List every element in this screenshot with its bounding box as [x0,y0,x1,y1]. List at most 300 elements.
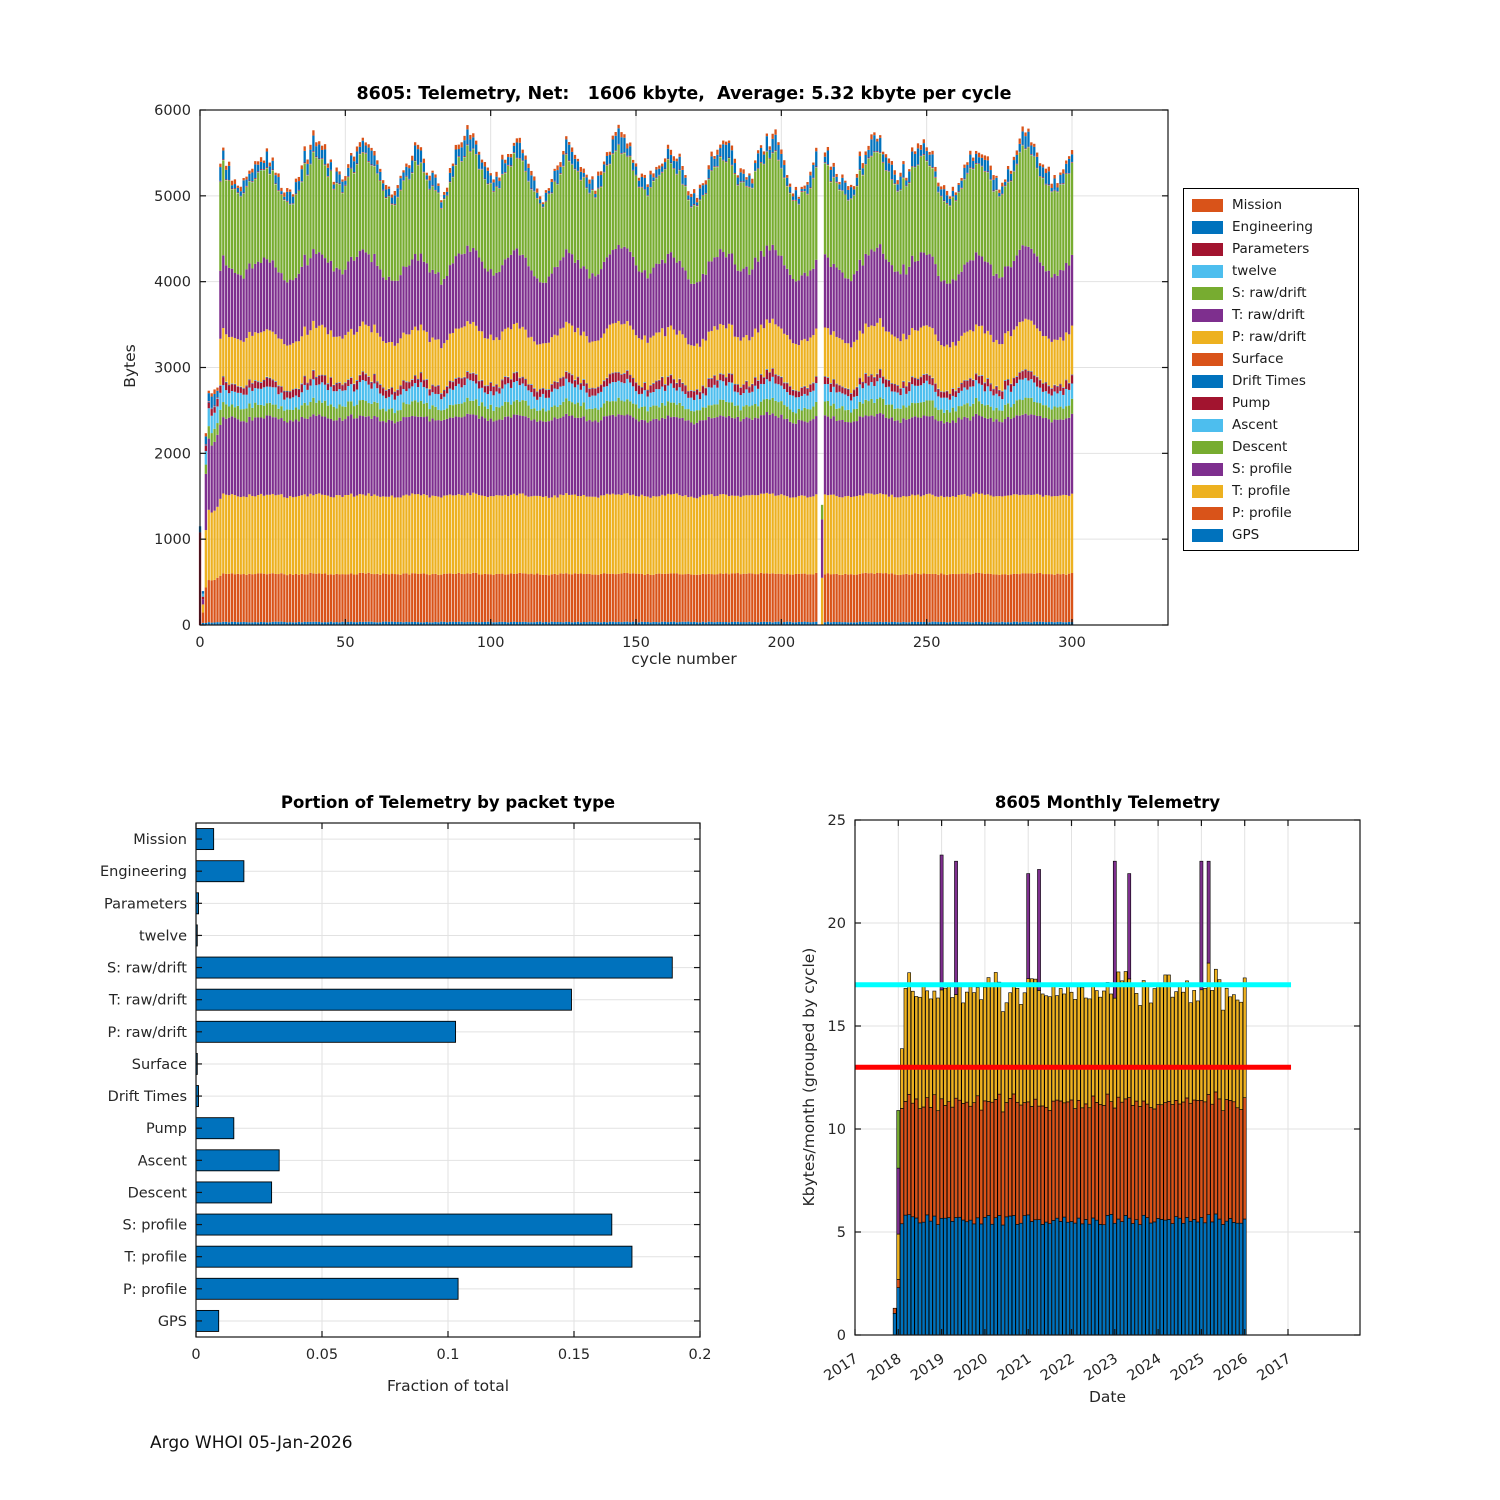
c1-bar-264 [966,162,968,625]
c1-bar-246 [914,151,916,625]
c1-bar-278 [1007,166,1009,625]
c1-bar-65 [388,187,390,625]
tick-label: 0 [191,1347,201,1363]
c1-bar-177 [713,156,715,625]
c3-bar-95 [1236,1000,1239,1335]
c1-bar-15 [243,178,245,625]
c1-bar-261 [958,183,960,625]
c1-bar-45 [330,159,332,625]
c1-bar-142 [612,136,614,625]
c1-bar-81 [434,174,436,625]
legend-swatch [1192,265,1223,278]
legend-item-gps [1184,524,1358,546]
c1-bar-174 [705,180,707,625]
tick-label: 1000 [154,532,191,549]
c1-bar-298 [1065,160,1067,625]
c1-bar-206 [798,197,800,625]
c1-bar-187 [742,169,744,625]
c3-bar-94 [1232,995,1235,1335]
tick-label: 2017 [821,1350,862,1385]
spike-bar [1027,874,1030,979]
c1-bar-281 [1016,150,1018,625]
c1-bar-204 [792,193,794,625]
c3-bar-26 [987,978,990,1335]
c1-bar-138 [600,171,602,625]
c3-bar-71 [1149,1003,1152,1335]
legend-item-s-profile [1184,458,1358,480]
portion-bar-11 [196,1182,272,1203]
spike-bar [940,855,943,990]
category-label: twelve [139,928,187,945]
c1-bar-265 [969,151,971,625]
c1-bar-34 [298,177,300,625]
c1-bar-284 [1024,132,1026,625]
c1-bar-4 [211,393,213,625]
c1-bar-132 [583,169,585,625]
c1-bar-236 [885,154,887,625]
c1-bar-269 [981,154,983,625]
c1-bar-16 [245,177,247,625]
c1-bar-131 [580,167,582,625]
c1-bar-157 [655,167,657,625]
c3-bar-46 [1059,989,1062,1336]
c3-bar-12 [936,998,939,1335]
tick-label: 2019 [908,1350,948,1385]
c1-bar-43 [324,144,326,625]
c1-bar-99 [487,168,489,625]
c3-bar-25 [983,987,986,1335]
category-label: S: raw/drift [106,960,187,977]
c1-bar-17 [248,171,250,625]
legend-label: S: raw/drift [1232,285,1307,301]
c1-bar-147 [626,143,628,625]
category-label: P: raw/drift [107,1024,187,1041]
c1-bar-100 [490,173,492,625]
portion-bar-12 [196,1214,612,1235]
c1-bar-11 [231,181,233,625]
c1-bar-46 [333,182,335,625]
c3-bar-14 [944,988,947,1335]
legend-swatch [1192,287,1223,300]
c3-bar-17 [954,861,957,1335]
c1-bar-68 [397,185,399,625]
c1-bar-199 [777,142,779,625]
c1-bar-87 [452,164,454,625]
c1-bar-158 [658,165,660,625]
c1-bar-294 [1053,175,1055,625]
c1-bar-33 [295,179,297,625]
tick-label: 250 [912,635,941,651]
c3-bar-70 [1146,986,1149,1335]
tick-label: 0 [195,635,205,651]
tick-label: 0 [836,1328,846,1344]
c3-bar-69 [1142,981,1145,1335]
c1-bar-108 [513,143,515,625]
c1-bar-107 [510,154,512,625]
spike-bar [1037,869,1040,990]
c1-bar-223 [847,186,849,625]
c1-bar-75 [417,145,419,625]
c1-bar-222 [844,181,846,625]
c1-bar-40 [315,142,317,625]
legend-swatch [1192,529,1223,542]
c1-bar-82 [437,183,439,625]
c1-bar-117 [539,196,541,625]
c1-bar-59 [370,148,372,625]
category-label: Parameters [104,896,187,913]
tick-label: 10 [827,1122,846,1138]
c3-bar-58 [1102,991,1105,1335]
c1-bar-37 [306,159,308,625]
c3-bar-16 [951,997,954,1335]
c1-bar-116 [536,189,538,626]
c1-bar-167 [684,175,686,625]
c1-bar-245 [911,147,913,625]
monthly-chart-title: 8605 Monthly Telemetry [994,793,1221,812]
c1-bar-122 [554,169,556,625]
c3-bar-72 [1153,989,1156,1335]
c3-bar-50 [1074,999,1077,1335]
c1-bar-194 [763,151,765,625]
monthly-bars [893,855,1246,1335]
c1-bar-241 [899,173,901,625]
c1-bar-258 [949,196,951,625]
c3-bar-35 [1019,1004,1022,1335]
c1-bar-144 [617,125,619,625]
c3-bar-49 [1070,992,1073,1335]
c1-bar-254 [937,183,939,625]
c1-bar-20 [257,161,259,625]
legend-label: twelve [1232,263,1277,279]
c3-bar-37 [1027,874,1030,1335]
c1-bar-262 [960,178,962,625]
c1-bar-215 [824,152,826,625]
category-label: T: profile [124,1249,187,1266]
c3-bar-24 [980,1000,983,1335]
c1-bar-7 [219,164,221,625]
c1-bar-64 [385,185,387,625]
c3-bar-62 [1117,972,1120,1335]
c1-bar-295 [1056,183,1058,625]
legend-swatch [1192,353,1223,366]
c1-bar-185 [737,175,739,625]
c3-bar-7 [918,997,921,1335]
c1-bar-217 [830,167,832,625]
legend-label: Descent [1232,439,1288,455]
c1-bar-102 [495,172,497,625]
telemetry-y-axis-label: Bytes [121,344,139,388]
portion-bar-1 [196,861,244,882]
c1-bar-228 [862,163,864,625]
c3-bar-9 [926,991,929,1335]
c1-bar-88 [455,145,457,625]
c1-bar-230 [867,146,869,625]
c1-bar-209 [806,182,808,625]
legend-label: Parameters [1232,241,1310,257]
c1-bar-289 [1039,163,1041,625]
c1-bar-35 [301,165,303,625]
c1-bar-141 [609,152,611,625]
c3-bar-91 [1222,1010,1225,1335]
c1-bar-259 [952,187,954,625]
c1-bar-166 [681,166,683,625]
portion-bar-5 [196,989,571,1010]
legend-item-ascent [1184,414,1358,436]
c1-bar-176 [710,152,712,625]
category-label: GPS [157,1313,187,1330]
c3-bar-13 [940,855,943,1335]
c1-bar-195 [766,134,768,625]
c1-bar-32 [292,194,294,625]
c1-bar-227 [859,152,861,625]
c1-bar-234 [879,135,881,625]
c1-bar-288 [1036,153,1038,625]
c1-bar-285 [1027,129,1029,625]
c1-bar-268 [978,153,980,625]
category-label: Pump [145,1121,187,1138]
c1-bar-273 [992,175,994,625]
legend-item-t-raw-drift [1184,304,1358,326]
legend-swatch [1192,441,1223,454]
c1-bar-44 [327,164,329,625]
c3-bar-40 [1037,869,1040,1335]
c3-bar-57 [1099,997,1102,1335]
c1-bar-291 [1045,169,1047,625]
c1-bar-69 [399,176,401,625]
c1-bar-162 [670,150,672,625]
c1-bar-85 [446,188,448,625]
tick-label: 2000 [154,446,191,463]
c1-bar-164 [676,159,678,625]
c3-bar-29 [998,982,1001,1335]
c1-bar-170 [693,189,695,625]
c1-bar-27 [277,173,279,625]
c1-bar-104 [501,155,503,625]
c1-bar-145 [620,132,622,625]
c3-bar-10 [929,999,932,1335]
c1-bar-101 [492,179,494,625]
c1-bar-178 [716,150,718,625]
c1-bar-186 [740,168,742,625]
c1-bar-150 [635,163,637,625]
c1-bar-197 [772,134,774,625]
tick-label: 2022 [1038,1350,1078,1385]
c1-bar-179 [719,145,721,625]
c1-bar-129 [574,155,576,625]
c1-bar-133 [585,175,587,625]
legend-item-p-profile [1184,502,1358,524]
c3-bar-44 [1052,986,1055,1335]
c1-bar-56 [362,138,364,625]
monthly-chart-plot [822,813,1360,1384]
c1-bar-279 [1010,171,1012,625]
category-label: Drift Times [107,1089,187,1106]
c3-bar-22 [973,993,976,1335]
c1-bar-50 [344,176,346,625]
c1-bar-76 [420,147,422,625]
c3-bar-65 [1128,874,1131,1335]
c1-bar-274 [995,176,997,625]
c3-bar-42 [1045,996,1048,1335]
c1-bar-5 [213,389,215,625]
c1-bar-53 [353,157,355,625]
c1-bar-165 [679,154,681,625]
tick-label: 50 [336,635,355,651]
c1-bar-210 [809,172,811,625]
c1-bar-159 [661,164,663,625]
c1-bar-283 [1021,126,1023,625]
c1-bar-8 [222,148,224,625]
c1-bar-255 [940,186,942,625]
legend-swatch [1192,221,1223,234]
c1-bar-38 [309,145,311,625]
c1-bar-57 [365,142,367,625]
c3-bar-66 [1131,985,1134,1335]
c1-bar-173 [702,183,704,625]
legend-item-p-raw-drift [1184,326,1358,348]
c1-bar-95 [475,141,477,625]
c1-bar-292 [1048,167,1050,625]
c1-bar-54 [356,146,358,625]
c3-bar-73 [1157,983,1160,1335]
c3-bar-74 [1160,986,1163,1335]
c1-bar-155 [649,171,651,625]
c1-bar-14 [240,187,242,625]
c1-bar-136 [594,191,596,625]
legend-item-pump [1184,392,1358,414]
c1-bar-229 [865,151,867,625]
c1-bar-36 [304,146,306,625]
tick-label: 300 [1058,635,1086,651]
tick-label: 2021 [994,1350,1035,1385]
c1-bar-233 [876,139,878,625]
c1-bar-171 [696,198,698,625]
c1-bar-55 [359,142,361,625]
c3-bar-97 [1243,978,1246,1335]
legend [1183,188,1359,551]
spike-bar [1207,861,1210,963]
tick-label: 2023 [1081,1350,1121,1385]
c3-bar-76 [1167,975,1170,1335]
c1-bar-9 [225,166,227,625]
c1-bar-26 [274,173,276,625]
c1-bar-109 [516,138,518,625]
c1-bar-118 [542,202,544,625]
c3-bar-41 [1041,994,1044,1335]
legend-swatch [1192,243,1223,256]
c3-bar-63 [1120,981,1123,1335]
c1-bar-300 [1071,150,1073,625]
c1-bar-237 [888,158,890,625]
c1-bar-58 [367,144,369,625]
legend-label: Pump [1232,395,1271,411]
legend-swatch [1192,309,1223,322]
tick-label: 150 [622,635,650,651]
c1-bar-134 [588,180,590,625]
tick-label: 2025 [1167,1350,1208,1385]
c1-bar-198 [774,129,776,625]
c1-bar-190 [751,179,753,625]
c1-bar-149 [632,160,634,625]
c3-bar-15 [947,986,950,1335]
c1-bar-205 [795,187,797,625]
c1-bar-94 [472,133,474,625]
c3-bar-47 [1063,994,1066,1335]
spike-bar [1113,861,1116,998]
legend-label: Ascent [1232,417,1278,433]
legend-label: GPS [1232,527,1260,543]
c1-bar-114 [530,171,532,625]
c1-bar-267 [975,151,977,625]
c3-bar-64 [1124,972,1127,1335]
c1-bar-28 [280,188,282,625]
c1-bar-111 [522,150,524,625]
c1-bar-191 [754,160,756,625]
c1-bar-39 [312,130,314,625]
c1-bar-106 [507,154,509,625]
legend-swatch [1192,485,1223,498]
legend-item-drift-times [1184,370,1358,392]
c1-bar-270 [984,155,986,625]
c1-bar-244 [908,169,910,625]
c1-bar-105 [504,160,506,625]
c3-bar-32 [1009,993,1012,1335]
c1-bar-135 [591,176,593,625]
c1-bar-256 [943,185,945,625]
c1-bar-183 [731,146,733,625]
c1-bar-112 [524,156,526,625]
tick-label: 0.15 [557,1347,591,1363]
c1-bar-21 [260,157,262,625]
c1-bar-200 [780,150,782,626]
c3-bar-96 [1240,1002,1243,1335]
legend-swatch [1192,397,1223,410]
c1-bar-203 [789,184,791,625]
c3-bar-67 [1135,993,1138,1335]
legend-item-parameters [1184,238,1358,260]
tick-label: 0 [181,618,191,634]
tick-label: 4000 [154,274,191,291]
c3-bar-3 [904,988,907,1335]
c3-bar-82 [1189,1003,1192,1335]
tick-label: 2017 [1254,1350,1295,1385]
c1-bar-139 [603,162,605,626]
c1-bar-126 [565,136,567,625]
c1-bar-226 [856,174,858,625]
c1-bar-70 [402,170,404,625]
c1-bar-48 [338,171,340,625]
c3-bar-36 [1023,993,1026,1335]
c1-bar-169 [690,194,692,625]
c1-bar-90 [461,142,463,625]
c1-bar-115 [533,176,535,625]
c1-bar-296 [1059,173,1061,625]
c1-bar-30 [286,188,288,625]
legend-label: Surface [1232,351,1284,367]
c1-bar-73 [411,156,413,625]
tick-label: 2018 [864,1350,905,1385]
c3-bar-4 [908,973,911,1335]
c1-bar-275 [998,190,1000,625]
portion-bar-13 [196,1246,632,1267]
c1-bar-299 [1068,156,1070,625]
c1-bar-219 [835,174,837,625]
c3-bar-87 [1207,861,1210,1335]
c1-bar-180 [722,141,724,625]
c1-bar-182 [728,141,730,625]
c3-bar-53 [1084,998,1087,1335]
c3-bar-1 [897,1110,900,1335]
